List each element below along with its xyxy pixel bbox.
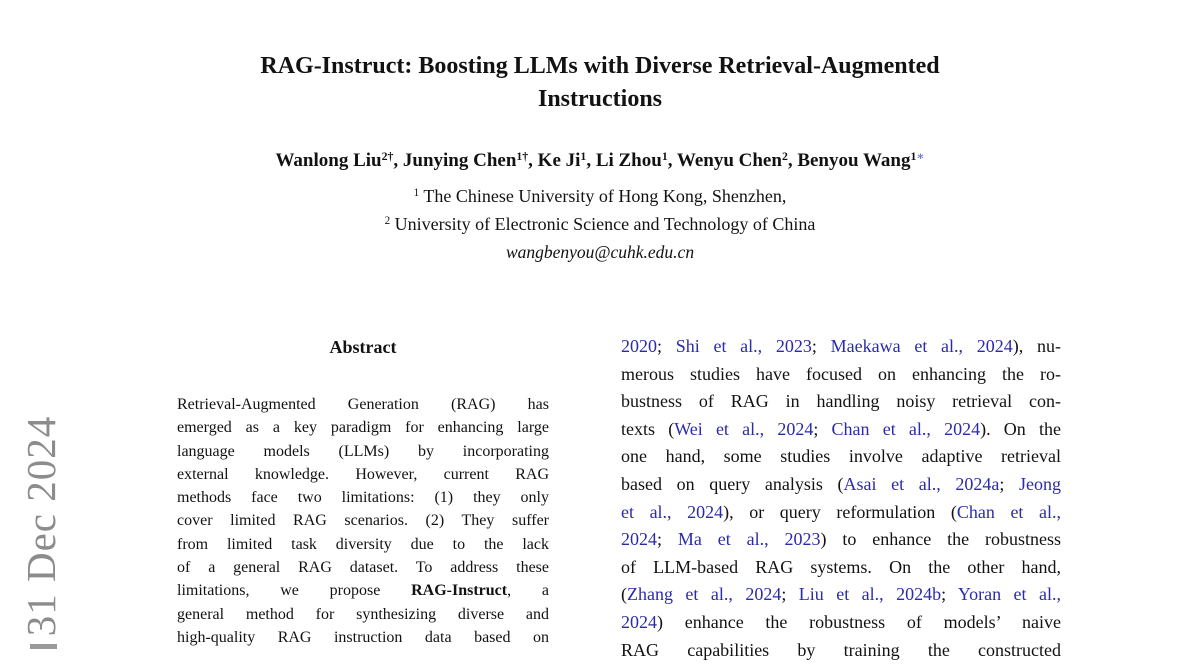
- email-address: wangbenyou@cuhk.edu.cn: [505, 242, 695, 262]
- text-line: [0, 150, 1200, 172]
- text-segment: University of Electronic Science and Technology of China: [390, 214, 816, 234]
- text-segment: ) enhance the robustness of models’ naive: [657, 611, 1061, 632]
- citation-link[interactable]: Ma et al., 2023: [677, 529, 821, 550]
- text-line: [621, 499, 1061, 527]
- text-line: [621, 443, 1061, 471]
- text-segment: , Benyou Wang: [787, 150, 911, 171]
- citation-link[interactable]: 2024: [621, 611, 657, 632]
- text-line: [177, 463, 549, 486]
- text-segment: ), nu-: [1012, 336, 1061, 356]
- citation-link[interactable]: Jeong: [1019, 473, 1061, 494]
- paper-title-line-1: RAG-Instruct: Boosting LLMs with Diverse Retrieval-Augmented: [260, 53, 940, 79]
- text-line: [621, 609, 1061, 637]
- citation-link[interactable]: Zhang et al., 2024: [627, 584, 782, 605]
- text-segment: 2†: [381, 149, 394, 163]
- text-segment: ), or query reformulation (: [723, 501, 957, 522]
- text-segment: (: [621, 584, 627, 605]
- text-segment: The Chinese University of Hong Kong, Shenzhen,: [419, 186, 787, 206]
- text-segment: merous studies have focused on enhancing the ro-: [621, 363, 1061, 384]
- text-segment: ;: [999, 473, 1019, 494]
- text-line: [621, 416, 1061, 444]
- citation-link[interactable]: Yoran et al.,: [957, 584, 1061, 605]
- paper-title-line-2: Instructions: [537, 86, 663, 112]
- citation-link[interactable]: Maekawa et al., 2024: [830, 336, 1013, 356]
- text-segment: RAG-Instruct: [411, 582, 508, 600]
- text-line: [621, 526, 1061, 554]
- abstract-body: [177, 393, 549, 649]
- text-line: [621, 554, 1061, 582]
- text-segment: , Li Zhou: [586, 150, 662, 171]
- abstract-heading: Abstract: [329, 337, 397, 357]
- text-segment: , Junying Chen: [393, 150, 517, 171]
- text-segment: from limited task diversity due to the lack: [177, 535, 549, 553]
- citation-link[interactable]: Chan et al., 2024: [831, 418, 981, 439]
- affiliation-line-2: [0, 214, 1200, 235]
- text-line: [0, 186, 1200, 207]
- text-segment: 1: [413, 187, 420, 200]
- text-line: [177, 393, 549, 416]
- text-line: [621, 471, 1061, 499]
- text-line: [177, 533, 549, 556]
- text-segment: methods face two limitations: (1) they only: [177, 489, 549, 507]
- text-line: [177, 579, 549, 602]
- text-segment: ;: [781, 584, 799, 605]
- text-line: [0, 214, 1200, 235]
- text-line: [177, 626, 549, 649]
- citation-link[interactable]: Wei et al., 2024: [674, 418, 814, 439]
- text-segment: high-quality RAG instruction data based on: [177, 628, 549, 646]
- text-line: [621, 637, 1061, 664]
- citation-link[interactable]: et al., 2024: [621, 501, 724, 522]
- text-line: [177, 486, 549, 509]
- text-segment: cover limited RAG scenarios. (2) They suffer: [177, 512, 549, 530]
- text-segment: , Ke Ji: [528, 150, 581, 171]
- text-segment: ∗: [916, 149, 925, 163]
- text-segment: ;: [657, 529, 678, 550]
- citation-link[interactable]: Asai et al., 2024a: [843, 473, 1000, 494]
- text-line: [177, 509, 549, 532]
- text-segment: 1: [910, 149, 917, 163]
- text-segment: ;: [941, 584, 958, 605]
- text-segment: of LLM-based RAG systems. On the other hand,: [621, 556, 1061, 577]
- affiliation-line-1: [0, 186, 1200, 207]
- text-line: [621, 333, 1061, 361]
- text-segment: language models (LLMs) by incorporating: [177, 442, 549, 460]
- text-segment: ). On the: [980, 418, 1061, 439]
- text-segment: Wanlong Liu: [275, 150, 382, 171]
- introduction-column: [621, 333, 1061, 664]
- citation-link[interactable]: Shi et al., 2023: [675, 336, 812, 356]
- text-segment: texts (: [621, 418, 675, 439]
- text-segment: general method for synthesizing diverse and: [177, 605, 549, 623]
- text-segment: bustness of RAG in handling noisy retrieval con-: [621, 391, 1061, 412]
- text-line: [177, 416, 549, 439]
- text-segment: 1: [580, 149, 587, 163]
- text-segment: ;: [813, 418, 832, 439]
- text-line: [177, 440, 549, 463]
- citation-link[interactable]: 2020: [621, 336, 657, 356]
- text-line: [621, 361, 1061, 389]
- citation-link[interactable]: Chan et al.,: [956, 501, 1061, 522]
- text-segment: emerged as a key paradigm for enhancing large: [177, 419, 549, 437]
- text-line: [177, 556, 549, 579]
- text-line: [621, 388, 1061, 416]
- text-segment: based on query analysis (: [621, 473, 844, 494]
- arxiv-datestamp[interactable]: 31 Dec 2024: [18, 415, 64, 637]
- author-line: [0, 150, 1200, 172]
- citation-link[interactable]: Liu et al., 2024b: [798, 584, 942, 605]
- text-segment: Retrieval-Augmented Generation (RAG) has: [177, 396, 549, 413]
- text-segment: , Wenyu Chen: [667, 150, 782, 171]
- text-segment: 1†: [516, 149, 529, 163]
- citation-link[interactable]: 2024: [621, 529, 657, 550]
- text-line: [621, 581, 1061, 609]
- text-segment: one hand, some studies involve adaptive retrieval: [621, 446, 1061, 467]
- text-segment: ;: [811, 336, 831, 356]
- text-segment: 2: [384, 215, 391, 228]
- text-line: [177, 603, 549, 626]
- text-segment: 1: [661, 149, 668, 163]
- arxiv-stamp-bracket: [30, 644, 57, 649]
- text-segment: limitations, we propose: [177, 582, 412, 600]
- text-segment: of a general RAG dataset. To address these: [177, 559, 549, 577]
- text-segment: RAG capabilities by training the constructed: [621, 639, 1061, 660]
- text-segment: ) to enhance the robustness: [820, 529, 1061, 550]
- text-segment: external knowledge. However, current RAG: [177, 465, 549, 483]
- text-segment: , a: [507, 582, 549, 600]
- text-segment: ;: [657, 336, 676, 356]
- text-segment: 2: [781, 149, 788, 163]
